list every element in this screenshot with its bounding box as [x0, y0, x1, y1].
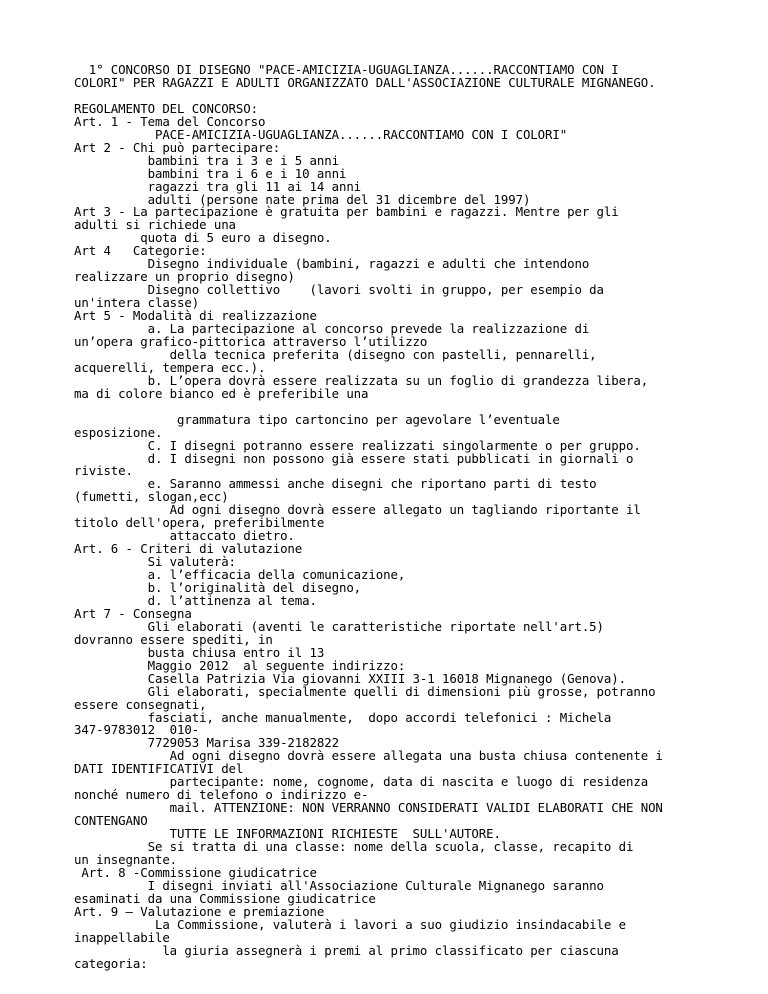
text-line: Art 5 - Modalità di realizzazione — [74, 308, 317, 324]
text-line: 347-9783012 010- — [74, 722, 200, 738]
text-line: 1° CONCORSO DI DISEGNO "PACE-AMICIZIA-UGUAGLIANZA......RACCONTIAMO CON I — [74, 62, 619, 77]
text-line: fasciati, anche manualmente, dopo accordi telefonici : Michela — [74, 709, 612, 725]
text-line: Si valuterà: — [74, 554, 236, 570]
text-line: Art 2 - Chi può partecipare: — [74, 139, 281, 155]
text-line: la giuria assegnerà i premi al primo classificato per ciascuna — [74, 942, 619, 958]
text-line: Ad ogni disegno dovrà essere allegato un tagliando riportante il — [74, 502, 641, 518]
text-line: acquerelli, tempera ecc.). — [74, 359, 266, 375]
text-line: 7729053 Marisa 339-2182822 — [74, 735, 339, 751]
text-line: ragazzi tra gli 11 ai 14 anni — [74, 178, 362, 194]
text-line: Se si tratta di una classe: nome della scuola, classe, recapito di — [74, 839, 634, 854]
text-line: Casella Patrizia Via giovanni XXIII 3-1 16018 Mignanego (Genova). — [74, 670, 626, 686]
text-line: nonché numero di telefono o indirizzo e- — [74, 787, 369, 803]
text-line: COLORI" PER RAGAZZI E ADULTI ORGANIZZATO DALL'ASSOCIAZIONE CULTURALE MIGNANEGO. — [74, 74, 656, 90]
text-line: attaccato dietro. — [74, 528, 295, 544]
text-line: esposizione. — [74, 424, 163, 440]
text-line: TUTTE LE INFORMAZIONI RICHIESTE SULL'AUTORE. — [74, 826, 501, 842]
text-line: b. L’opera dovrà essere realizzata su un foglio di grandezza libera, — [74, 372, 649, 388]
text-line: d. l’attinenza al tema. — [74, 592, 317, 608]
text-line: dovranno essere spediti, in — [74, 631, 273, 647]
text-line: un insegnante. — [74, 851, 178, 867]
text-line: PACE-AMICIZIA-UGUAGLIANZA......RACCONTIAMO CON I COLORI" — [74, 126, 568, 142]
text-line: DATI IDENTIFICATIVI del — [74, 761, 244, 777]
text-line: Art 3 - La partecipazione è gratuita per bambini e ragazzi. Mentre per gli — [74, 204, 619, 220]
text-line: un'intera classe) — [74, 295, 200, 311]
text-line: riviste. — [74, 463, 133, 479]
text-line: bambini tra i 6 e i 10 anni — [74, 165, 347, 181]
text-line: partecipante: nome, cognome, data di nascita e luogo di residenza — [74, 774, 649, 790]
text-line: Ad ogni disegno dovrà essere allegata una busta chiusa contenente i — [74, 748, 663, 764]
text-line: Maggio 2012 al seguente indirizzo: — [74, 657, 406, 673]
text-line: adulti (persone nate prima del 31 dicembre del 1997) — [74, 191, 531, 207]
text-line: mail. ATTENZIONE: NON VERRANNO CONSIDERATI VALIDI ELABORATI CHE NON — [74, 800, 663, 816]
text-line: Art 7 - Consegna — [74, 605, 192, 621]
text-line: Disegno individuale (bambini, ragazzi e adulti che intendono — [74, 256, 590, 272]
text-line: ma di colore bianco ed è preferibile una — [74, 385, 369, 401]
text-line: realizzare un proprio disegno) — [74, 269, 295, 285]
text-line: Art 4 Categorie: — [74, 243, 207, 259]
text-line: d. I disegni non possono già essere stati pubblicati in giornali o — [74, 450, 634, 466]
text-line: (fumetti, slogan,ecc) — [74, 489, 229, 505]
text-line: un’opera grafico-pittorica attraverso l’utilizzo — [74, 333, 428, 349]
text-line: della tecnica preferita (disegno con pastelli, pennarelli, — [74, 346, 597, 362]
text-line: e. Saranno ammessi anche disegni che riportano parti di testo — [74, 476, 597, 492]
text-line: grammatura tipo cartoncino per agevolare l’eventuale — [74, 411, 560, 427]
text-line: busta chiusa entro il 13 — [74, 644, 325, 660]
text-line: REGOLAMENTO DEL CONCORSO: — [74, 100, 258, 116]
text-line: Art. 9 – Valutazione e premiazione — [74, 903, 325, 919]
text-line: quota di 5 euro a disegno. — [74, 230, 332, 246]
text-line: categoria: — [74, 955, 148, 971]
text-line: Art. 8 -Commissione giudicatrice — [74, 864, 317, 880]
text-line: CONTENGANO — [74, 813, 148, 829]
text-line: a. La partecipazione al concorso prevede la realizzazione di — [74, 321, 590, 336]
text-line: titolo dell'opera, preferibilmente — [74, 515, 325, 531]
text-line: Art. 6 - Criteri di valutazione — [74, 541, 303, 557]
text-line: Disegno collettivo (lavori svolti in gruppo, per esempio da — [74, 282, 604, 298]
text-line: adulti si richiede una — [74, 217, 236, 233]
text-line: esaminati da una Commissione giudicatrice — [74, 890, 376, 906]
text-line: inappellabile — [74, 929, 170, 945]
text-line: essere consegnati, — [74, 696, 207, 712]
text-line: C. I disegni potranno essere realizzati singolarmente o per gruppo. — [74, 437, 641, 453]
text-line: Gli elaborati (aventi le caratteristiche riportate nell'art.5) — [74, 618, 604, 634]
text-line: I disegni inviati all'Associazione Culturale Mignanego saranno — [74, 877, 604, 893]
text-line: bambini tra i 3 e i 5 anni — [74, 152, 339, 168]
text-line: b. l’originalità del disegno, — [74, 580, 362, 595]
text-line: Gli elaborati, specialmente quelli di dimensioni più grosse, potranno — [74, 683, 656, 699]
text-line: a. l’efficacia della comunicazione, — [74, 567, 406, 583]
text-line: La Commissione, valuterà i lavori a suo giudizio insindacabile e — [74, 916, 626, 932]
text-line: Art. 1 - Tema del Concorso — [74, 113, 266, 129]
